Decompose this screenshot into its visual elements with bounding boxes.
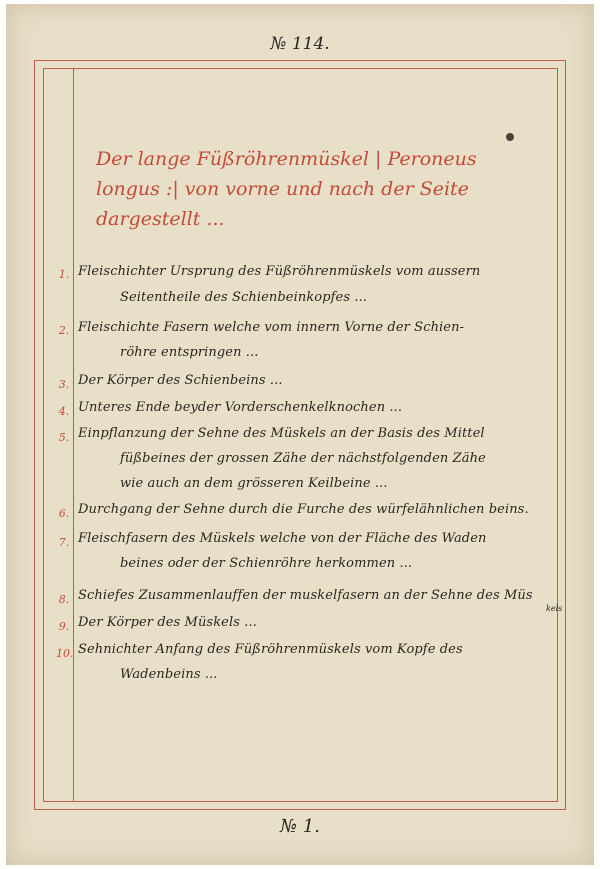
title-line: longus :| von vorne und nach der Seite [96,178,469,200]
entry-text: Fleischichte Fasern welche vom innern Vorne der Schien- [78,320,465,335]
entry-text: wie auch an dem grösseren Keilbeine ... [120,476,388,491]
entry-number: 5. [58,431,70,444]
entry-text: Seitentheile des Schienbeinkopfes ... [120,290,368,305]
entry-text: beines oder der Schienröhre herkommen ... [120,556,413,571]
margin-note: kels [546,604,563,613]
entry-text: Unteres Ende beyder Vorderschenkelknochen ... [78,400,403,415]
entry-text: röhre entspringen ... [120,345,259,360]
title-line: dargestellt ... [96,208,225,230]
entry-number: 8. [58,593,70,606]
entry-number: 6. [58,507,70,520]
entry-text: Fleischichter Ursprung des Füßröhrenmüskels vom aussern [78,264,481,279]
entry-text: Fleischfasern des Müskels welche von der Fläche des Waden [78,531,487,546]
entry-number: 1. [58,268,70,281]
entry-text: Der Körper des Schienbeins ... [78,373,283,388]
page-number-bottom: № 1. [280,816,320,837]
entry-text: Schiefes Zusammenlauffen der muskelfasern an der Sehne des Müs [78,588,533,603]
entry-number: 2. [58,324,70,337]
entry-text: Einpflanzung der Sehne des Müskels an der Basis des Mittel [78,426,485,441]
entry-text: Durchgang der Sehne durch die Furche des würfelähnlichen beins. [78,502,529,517]
entry-text: Wadenbeins ... [120,667,218,682]
entry-number: 3. [58,378,70,391]
entry-text: Sehnichter Anfang des Füßröhrenmüskels vom Kopfe des [78,642,463,657]
entry-number: 4. [58,405,70,418]
page-number-top: № 114. [270,34,330,54]
title-line: Der lange Füßröhrenmüskel | Peroneus [96,148,477,170]
entry-text: Der Körper des Müskels ... [78,615,257,630]
legend-list [6,4,594,865]
entry-number: 10. [56,647,74,660]
manuscript-page [6,4,594,865]
entry-number: 9. [58,620,70,633]
entry-text: füßbeines der grossen Zähe der nächstfolgenden Zähe [120,451,486,466]
entry-number: 7. [58,536,70,549]
